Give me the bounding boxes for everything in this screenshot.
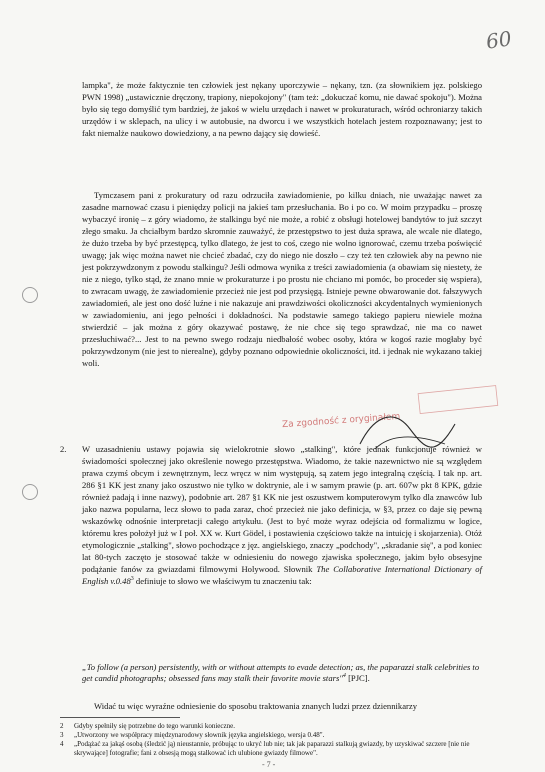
quote-ref: [PJC]. — [345, 673, 370, 683]
footnotes — [60, 722, 482, 758]
footnote-number: 3 — [60, 731, 64, 739]
paragraph-3-text — [82, 443, 482, 587]
dictionary-title: The Collaborative International Dictionary of English v.0.48 — [82, 564, 482, 586]
punch-hole-bottom — [22, 484, 38, 500]
footnote-text: Gdyby spełniły się potrzebne do tego warunki konieczne. — [74, 722, 235, 730]
paragraph-3-part-a: W uzasadnieniu ustawy pojawia się wielokrotnie słowo „stalking", które jednak funkcjonuje również w świadomości społecznej jako określenie nowego przestępstwa. Wiadomo, że takie nazewnictwo nie są względem prawa czymś obcym i zewnętrznym, lecz wręcz w nim występują, są zatem jego integralną częścią. I tak np. art. 286 §1 KK jest znany jako oszustwo nie tylko w doktrynie, ale i w samym prawie (p. art. 607w pkt 8 KPK, gdzie również padają i inne nazwy), podobnie art. 287 §1 KK nie jest oszustwem komputerowym tylko dla znawców lub jako nazwa popularna, lecz słowo to pada zaraz, choć przecież nie jako definicja, w §3, przez co daje się pewną wskazówkę odnośnie interpretacji całego artykułu. (Jest to być może wyraz odejścia od formalizmu w logice, któremu kres położył już w I poł. XX w. Kurt Gödel, i postawienia częściowo także na intuicję i skojarzenia). Otóż etymologicznie „stalking", słowo pochodzące z jęz. angielskiego, znaczy „podchody", „skradanie się", a pod koniec lat 80-tych zaczęto je stosować także w odniesieniu do nowego zjawiska społecznego, jakim było obsesyjne podążanie fanów za gwiazdami filmowymi Holywood. Słownik — [82, 444, 482, 574]
paragraph-2 — [82, 189, 482, 369]
paragraph-3 — [82, 443, 482, 587]
handwritten-page-number: 60 — [484, 26, 513, 54]
footnote-text: „Podążać za jakąś osobą (śledzić ją) nieustannie, próbując to ukryć lub nie; tak jak paparazzi stalkują gwiazdy, by uzyskiwać szczere [nie nie skrywające] fotografie; fani z obsesją mogą stalkować ich ulubione gwiazdy filmowe". — [74, 740, 470, 757]
footnote-4 — [60, 740, 482, 758]
footnote-number: 4 — [60, 740, 64, 748]
paragraph-after-quote: Widać tu więc wyraźne odniesienie do sposobu traktowania znanych ludzi przez dziennikarzy — [94, 701, 417, 711]
signature-scribble — [355, 404, 465, 464]
footnote-rule — [60, 717, 180, 718]
footnote-2 — [60, 722, 482, 731]
footnote-number: 2 — [60, 722, 64, 730]
paragraph-3-part-b: definiuje to słowo we właściwym tu znaczeniu tak: — [133, 576, 312, 586]
paragraph-1-text: lampka", że może faktycznie ten człowiek jest nękany uporczywie – nękany, tzn. (za słownikiem jęz. polskiego PWN 1998) „ustawicznie dręczony, trapiony, niepokojony" (tam też: „dokuczać komu, nie dawać spokoju"). Można było się tego domyślić tym bardziej, że jakoś w wielu urzędach i nawet w prokuraturach, wśród ochroniarzy takich urzędów i w sklepach, na ulicy i w autobusie, na dworcu i we wszystkich hotelach jestem rozpoznawany; jest to fakt niemalże naukowo dowiedziony, a na pewno dający się dowieść. — [82, 80, 482, 138]
item-number: 2. — [60, 444, 67, 454]
paragraph-1 — [82, 79, 482, 139]
quote-text: „To follow (a person) persistently, with or without attempts to evade detection; as, the paparazzi stalk celebrities to get candid photographs; obsessed fans may stalk their favorite movie stars" — [82, 662, 480, 683]
bottom-page-mark: - 7 - — [262, 760, 276, 769]
definition-quote — [82, 662, 480, 684]
footnote-ref-3: 3 — [130, 576, 134, 583]
punch-hole-top — [22, 287, 38, 303]
certification-stamp: Za zgodność z oryginałem — [281, 411, 401, 431]
footnote-ref-4: 4 — [342, 673, 346, 680]
footnote-text: „Utworzony we współpracy międzynarodowy słownik języka angielskiego, wersja 0.48". — [74, 731, 325, 739]
footnote-3 — [60, 731, 482, 740]
paragraph-2-text: Tymczasem pani z prokuratury od razu odrzuciła zawiadomienie, po kilku dniach, nie uważając nawet za zasadne marnować czasu i pieniędzy policji na jakieś tam przesłuchania. Bo i po co. W moim przypadku – proszę wybaczyć ironię – z góry wiadomo, że stalkingu być nie może, a robić z obsługi hotelowej bandytów to już szczyt złego smaku. Ja chciałbym bardzo skromnie zauważyć, że przestępstwo to jest duża sprawa, ale wcale nie dlatego, że dużo trzeba by być przestępcą, tylko dlatego, że jest to coś, czego nie wolno ignorować, czemu trzeba poświęcić uwagę; jak więc można nawet nie chcieć zbadać, czy do niego nie doszło – czy też ten człowiek aby na pewno nie jest pokrzywdzonym z powodu stalkingu? Jeśli odmowa wynika z treści zawiadomienia (a obawiam się niestety, że nie z niego, tylko stąd, że znano mnie w prokuraturze i po prostu nie chciano mi pomóc, bo proceder się wspiera), to zwracam uwagę, że zawiadomienie przecież nie jest pod przysięgą. Istnieje pewne obwarowanie dot. fałszywych zawiadomień, ale jest ono dość luźne i nie nakazuje ani prawdziwości okoliczności akcydentalnych wymienionych w zawiadomieniu, ani jego pełności i dokładności. Na podstawie samego takiego papieru niewiele można stwierdzić – jak można z góry okazywać postawę, że nie chce się tego sprawdzać, nie ma co nawet przesłuchiwać?... Jest to na pewno swego rodzaju niedbałość wobec osoby, która w kogoś razie mogłaby być pokrzywdzonym (nie jest to nierealne), gdyby poznano odpowiednie okoliczności, itd. i jednak nie wykazano takiej woli. — [82, 190, 482, 368]
